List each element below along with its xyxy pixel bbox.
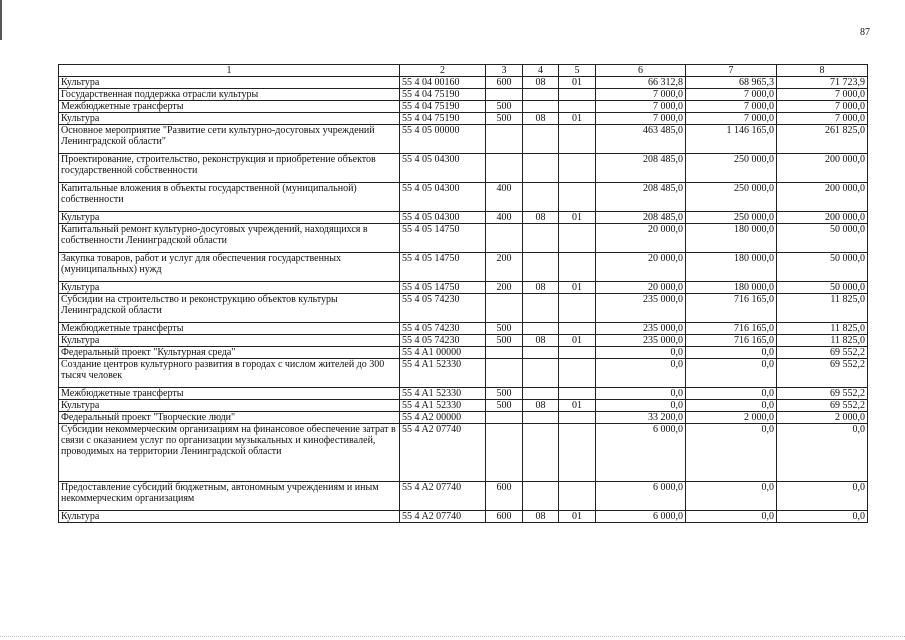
amount-year1-cell: 208 485,0 [596, 154, 686, 183]
item-name-cell: Межбюджетные трансферты [59, 388, 400, 400]
amount-year2-cell: 7 000,0 [686, 113, 777, 125]
item-name-cell: Культура [59, 77, 400, 89]
item-name-cell: Основное мероприятие "Развитие сети культурно-досуговых учреждений Ленинградской области" [59, 125, 400, 154]
header-cell: 1 [59, 65, 400, 77]
target-code-cell: 55 4 A2 07740 [400, 511, 486, 523]
target-code-cell: 55 4 05 74230 [400, 294, 486, 323]
amount-year3-cell: 0,0 [777, 482, 868, 511]
subsection-cell [559, 89, 596, 101]
item-name-cell: Межбюджетные трансферты [59, 323, 400, 335]
amount-year2-cell: 1 146 165,0 [686, 125, 777, 154]
amount-year3-cell: 200 000,0 [777, 183, 868, 212]
section-cell: 08 [523, 77, 559, 89]
section-cell: 08 [523, 400, 559, 412]
amount-year2-cell: 180 000,0 [686, 224, 777, 253]
budget-table [58, 64, 868, 523]
table-row [59, 113, 868, 125]
amount-year3-cell: 50 000,0 [777, 224, 868, 253]
section-cell [523, 424, 559, 482]
amount-year2-cell: 0,0 [686, 482, 777, 511]
amount-year3-cell: 200 000,0 [777, 212, 868, 224]
expense-type-cell: 500 [486, 101, 523, 113]
section-cell [523, 412, 559, 424]
section-cell [523, 183, 559, 212]
table-row [59, 282, 868, 294]
amount-year1-cell: 20 000,0 [596, 253, 686, 282]
amount-year3-cell: 71 723,9 [777, 77, 868, 89]
header-cell: 6 [596, 65, 686, 77]
table-row [59, 212, 868, 224]
amount-year2-cell: 716 165,0 [686, 335, 777, 347]
amount-year2-cell: 716 165,0 [686, 323, 777, 335]
amount-year1-cell: 0,0 [596, 347, 686, 359]
amount-year3-cell: 50 000,0 [777, 282, 868, 294]
target-code-cell: 55 4 04 75190 [400, 89, 486, 101]
amount-year1-cell: 7 000,0 [596, 101, 686, 113]
amount-year3-cell: 69 552,2 [777, 400, 868, 412]
section-cell: 08 [523, 212, 559, 224]
amount-year2-cell: 7 000,0 [686, 89, 777, 101]
expense-type-cell: 600 [486, 511, 523, 523]
target-code-cell: 55 4 05 14750 [400, 253, 486, 282]
section-cell [523, 388, 559, 400]
expense-type-cell [486, 154, 523, 183]
item-name-cell: Культура [59, 511, 400, 523]
page-number: 87 [860, 27, 870, 38]
amount-year1-cell: 208 485,0 [596, 183, 686, 212]
amount-year3-cell: 0,0 [777, 424, 868, 482]
item-name-cell: Межбюджетные трансферты [59, 101, 400, 113]
item-name-cell: Закупка товаров, работ и услуг для обеспечения государственных (муниципальных) нужд [59, 253, 400, 282]
section-cell [523, 154, 559, 183]
expense-type-cell: 400 [486, 212, 523, 224]
section-cell: 08 [523, 511, 559, 523]
amount-year1-cell: 235 000,0 [596, 335, 686, 347]
section-cell: 08 [523, 282, 559, 294]
amount-year1-cell: 235 000,0 [596, 323, 686, 335]
expense-type-cell: 600 [486, 482, 523, 511]
table-row [59, 253, 868, 282]
expense-type-cell [486, 347, 523, 359]
expense-type-cell: 500 [486, 388, 523, 400]
subsection-cell [559, 347, 596, 359]
item-name-cell: Капитальные вложения в объекты государственной (муниципальной) собственности [59, 183, 400, 212]
amount-year2-cell: 2 000,0 [686, 412, 777, 424]
expense-type-cell: 500 [486, 400, 523, 412]
section-cell: 08 [523, 335, 559, 347]
amount-year2-cell: 716 165,0 [686, 294, 777, 323]
item-name-cell: Культура [59, 335, 400, 347]
amount-year1-cell: 20 000,0 [596, 224, 686, 253]
expense-type-cell [486, 224, 523, 253]
item-name-cell: Федеральный проект "Творческие люди" [59, 412, 400, 424]
amount-year1-cell: 6 000,0 [596, 511, 686, 523]
header-cell: 4 [523, 65, 559, 77]
expense-type-cell: 200 [486, 282, 523, 294]
amount-year2-cell: 0,0 [686, 400, 777, 412]
subsection-cell: 01 [559, 282, 596, 294]
subsection-cell: 01 [559, 212, 596, 224]
expense-type-cell: 400 [486, 183, 523, 212]
header-cell: 3 [486, 65, 523, 77]
table-row [59, 335, 868, 347]
amount-year1-cell: 6 000,0 [596, 424, 686, 482]
item-name-cell: Субсидии на строительство и реконструкцию объектов культуры Ленинградской области [59, 294, 400, 323]
item-name-cell: Федеральный проект "Культурная среда" [59, 347, 400, 359]
item-name-cell: Субсидии некоммерческим организациям на финансовое обеспечение затрат в связи с оказанием услуг по организации музыкальных и кинофестивалей, проводимых на территории Ленинградской области [59, 424, 400, 482]
header-cell: 8 [777, 65, 868, 77]
amount-year1-cell: 7 000,0 [596, 89, 686, 101]
subsection-cell [559, 424, 596, 482]
header-cell: 2 [400, 65, 486, 77]
amount-year3-cell: 11 825,0 [777, 335, 868, 347]
amount-year2-cell: 0,0 [686, 511, 777, 523]
target-code-cell: 55 4 04 75190 [400, 113, 486, 125]
section-cell [523, 224, 559, 253]
table-body [59, 77, 868, 523]
subsection-cell [559, 183, 596, 212]
subsection-cell [559, 412, 596, 424]
item-name-cell: Предоставление субсидий бюджетным, автономным учреждениям и иным некоммерческим организациям [59, 482, 400, 511]
amount-year1-cell: 235 000,0 [596, 294, 686, 323]
target-code-cell: 55 4 A2 00000 [400, 412, 486, 424]
target-code-cell: 55 4 A1 52330 [400, 400, 486, 412]
target-code-cell: 55 4 05 04300 [400, 212, 486, 224]
table-row [59, 154, 868, 183]
item-name-cell: Государственная поддержка отрасли культуры [59, 89, 400, 101]
table-row [59, 125, 868, 154]
target-code-cell: 55 4 05 14750 [400, 224, 486, 253]
table-row [59, 347, 868, 359]
amount-year2-cell: 0,0 [686, 359, 777, 388]
expense-type-cell: 500 [486, 113, 523, 125]
subsection-cell: 01 [559, 511, 596, 523]
scan-edge-mark [0, 0, 2, 40]
target-code-cell: 55 4 A2 07740 [400, 424, 486, 482]
section-cell [523, 323, 559, 335]
subsection-cell [559, 294, 596, 323]
amount-year2-cell: 7 000,0 [686, 101, 777, 113]
subsection-cell [559, 359, 596, 388]
amount-year1-cell: 33 200,0 [596, 412, 686, 424]
subsection-cell [559, 253, 596, 282]
table-row [59, 359, 868, 388]
table-row [59, 424, 868, 482]
item-name-cell: Создание центров культурного развития в городах с числом жителей до 300 тысяч человек [59, 359, 400, 388]
subsection-cell [559, 125, 596, 154]
expense-type-cell [486, 424, 523, 482]
amount-year3-cell: 50 000,0 [777, 253, 868, 282]
amount-year1-cell: 0,0 [596, 359, 686, 388]
amount-year3-cell: 0,0 [777, 511, 868, 523]
section-cell [523, 89, 559, 101]
header-cell: 7 [686, 65, 777, 77]
amount-year1-cell: 20 000,0 [596, 282, 686, 294]
table-row [59, 400, 868, 412]
subsection-cell [559, 482, 596, 511]
scan-bottom-edge [0, 636, 905, 638]
amount-year3-cell: 69 552,2 [777, 359, 868, 388]
target-code-cell: 55 4 05 74230 [400, 335, 486, 347]
target-code-cell: 55 4 A1 52330 [400, 359, 486, 388]
table-row [59, 388, 868, 400]
amount-year2-cell: 250 000,0 [686, 154, 777, 183]
amount-year3-cell: 11 825,0 [777, 323, 868, 335]
subsection-cell: 01 [559, 400, 596, 412]
table-row [59, 224, 868, 253]
section-cell [523, 482, 559, 511]
header-cell: 5 [559, 65, 596, 77]
amount-year2-cell: 250 000,0 [686, 183, 777, 212]
expense-type-cell [486, 125, 523, 154]
table-row [59, 183, 868, 212]
item-name-cell: Культура [59, 113, 400, 125]
section-cell [523, 359, 559, 388]
amount-year1-cell: 6 000,0 [596, 482, 686, 511]
amount-year2-cell: 180 000,0 [686, 282, 777, 294]
amount-year2-cell: 0,0 [686, 424, 777, 482]
expense-type-cell [486, 412, 523, 424]
amount-year2-cell: 180 000,0 [686, 253, 777, 282]
table-row [59, 412, 868, 424]
subsection-cell [559, 154, 596, 183]
item-name-cell: Культура [59, 400, 400, 412]
table-row [59, 511, 868, 523]
expense-type-cell [486, 89, 523, 101]
target-code-cell: 55 4 A1 00000 [400, 347, 486, 359]
item-name-cell: Капитальный ремонт культурно-досуговых учреждений, находящихся в собственности Ленинградской области [59, 224, 400, 253]
subsection-cell [559, 388, 596, 400]
item-name-cell: Культура [59, 212, 400, 224]
amount-year3-cell: 11 825,0 [777, 294, 868, 323]
amount-year1-cell: 7 000,0 [596, 113, 686, 125]
expense-type-cell: 500 [486, 323, 523, 335]
section-cell [523, 125, 559, 154]
amount-year1-cell: 463 485,0 [596, 125, 686, 154]
amount-year3-cell: 69 552,2 [777, 347, 868, 359]
section-cell [523, 253, 559, 282]
expense-type-cell: 200 [486, 253, 523, 282]
expense-type-cell [486, 294, 523, 323]
item-name-cell: Проектирование, строительство, реконструкция и приобретение объектов государственной собственности [59, 154, 400, 183]
section-cell: 08 [523, 113, 559, 125]
table-row [59, 482, 868, 511]
target-code-cell: 55 4 04 75190 [400, 101, 486, 113]
amount-year2-cell: 0,0 [686, 388, 777, 400]
amount-year3-cell: 7 000,0 [777, 89, 868, 101]
amount-year2-cell: 0,0 [686, 347, 777, 359]
amount-year3-cell: 7 000,0 [777, 113, 868, 125]
amount-year3-cell: 2 000,0 [777, 412, 868, 424]
item-name-cell: Культура [59, 282, 400, 294]
expense-type-cell [486, 359, 523, 388]
table-row [59, 77, 868, 89]
table-row [59, 323, 868, 335]
amount-year1-cell: 208 485,0 [596, 212, 686, 224]
amount-year3-cell: 7 000,0 [777, 101, 868, 113]
target-code-cell: 55 4 A2 07740 [400, 482, 486, 511]
target-code-cell: 55 4 04 00160 [400, 77, 486, 89]
table-row [59, 89, 868, 101]
section-cell [523, 101, 559, 113]
table-row [59, 294, 868, 323]
amount-year2-cell: 250 000,0 [686, 212, 777, 224]
target-code-cell: 55 4 05 04300 [400, 154, 486, 183]
section-cell [523, 347, 559, 359]
target-code-cell: 55 4 05 00000 [400, 125, 486, 154]
subsection-cell [559, 224, 596, 253]
amount-year3-cell: 261 825,0 [777, 125, 868, 154]
target-code-cell: 55 4 A1 52330 [400, 388, 486, 400]
subsection-cell: 01 [559, 113, 596, 125]
subsection-cell: 01 [559, 335, 596, 347]
header-row [59, 65, 868, 77]
amount-year3-cell: 200 000,0 [777, 154, 868, 183]
target-code-cell: 55 4 05 04300 [400, 183, 486, 212]
subsection-cell [559, 101, 596, 113]
expense-type-cell: 500 [486, 335, 523, 347]
subsection-cell [559, 323, 596, 335]
amount-year3-cell: 69 552,2 [777, 388, 868, 400]
table-row [59, 101, 868, 113]
target-code-cell: 55 4 05 74230 [400, 323, 486, 335]
expense-type-cell: 600 [486, 77, 523, 89]
amount-year1-cell: 0,0 [596, 400, 686, 412]
amount-year1-cell: 66 312,8 [596, 77, 686, 89]
amount-year2-cell: 68 965,3 [686, 77, 777, 89]
target-code-cell: 55 4 05 14750 [400, 282, 486, 294]
section-cell [523, 294, 559, 323]
amount-year1-cell: 0,0 [596, 388, 686, 400]
subsection-cell: 01 [559, 77, 596, 89]
